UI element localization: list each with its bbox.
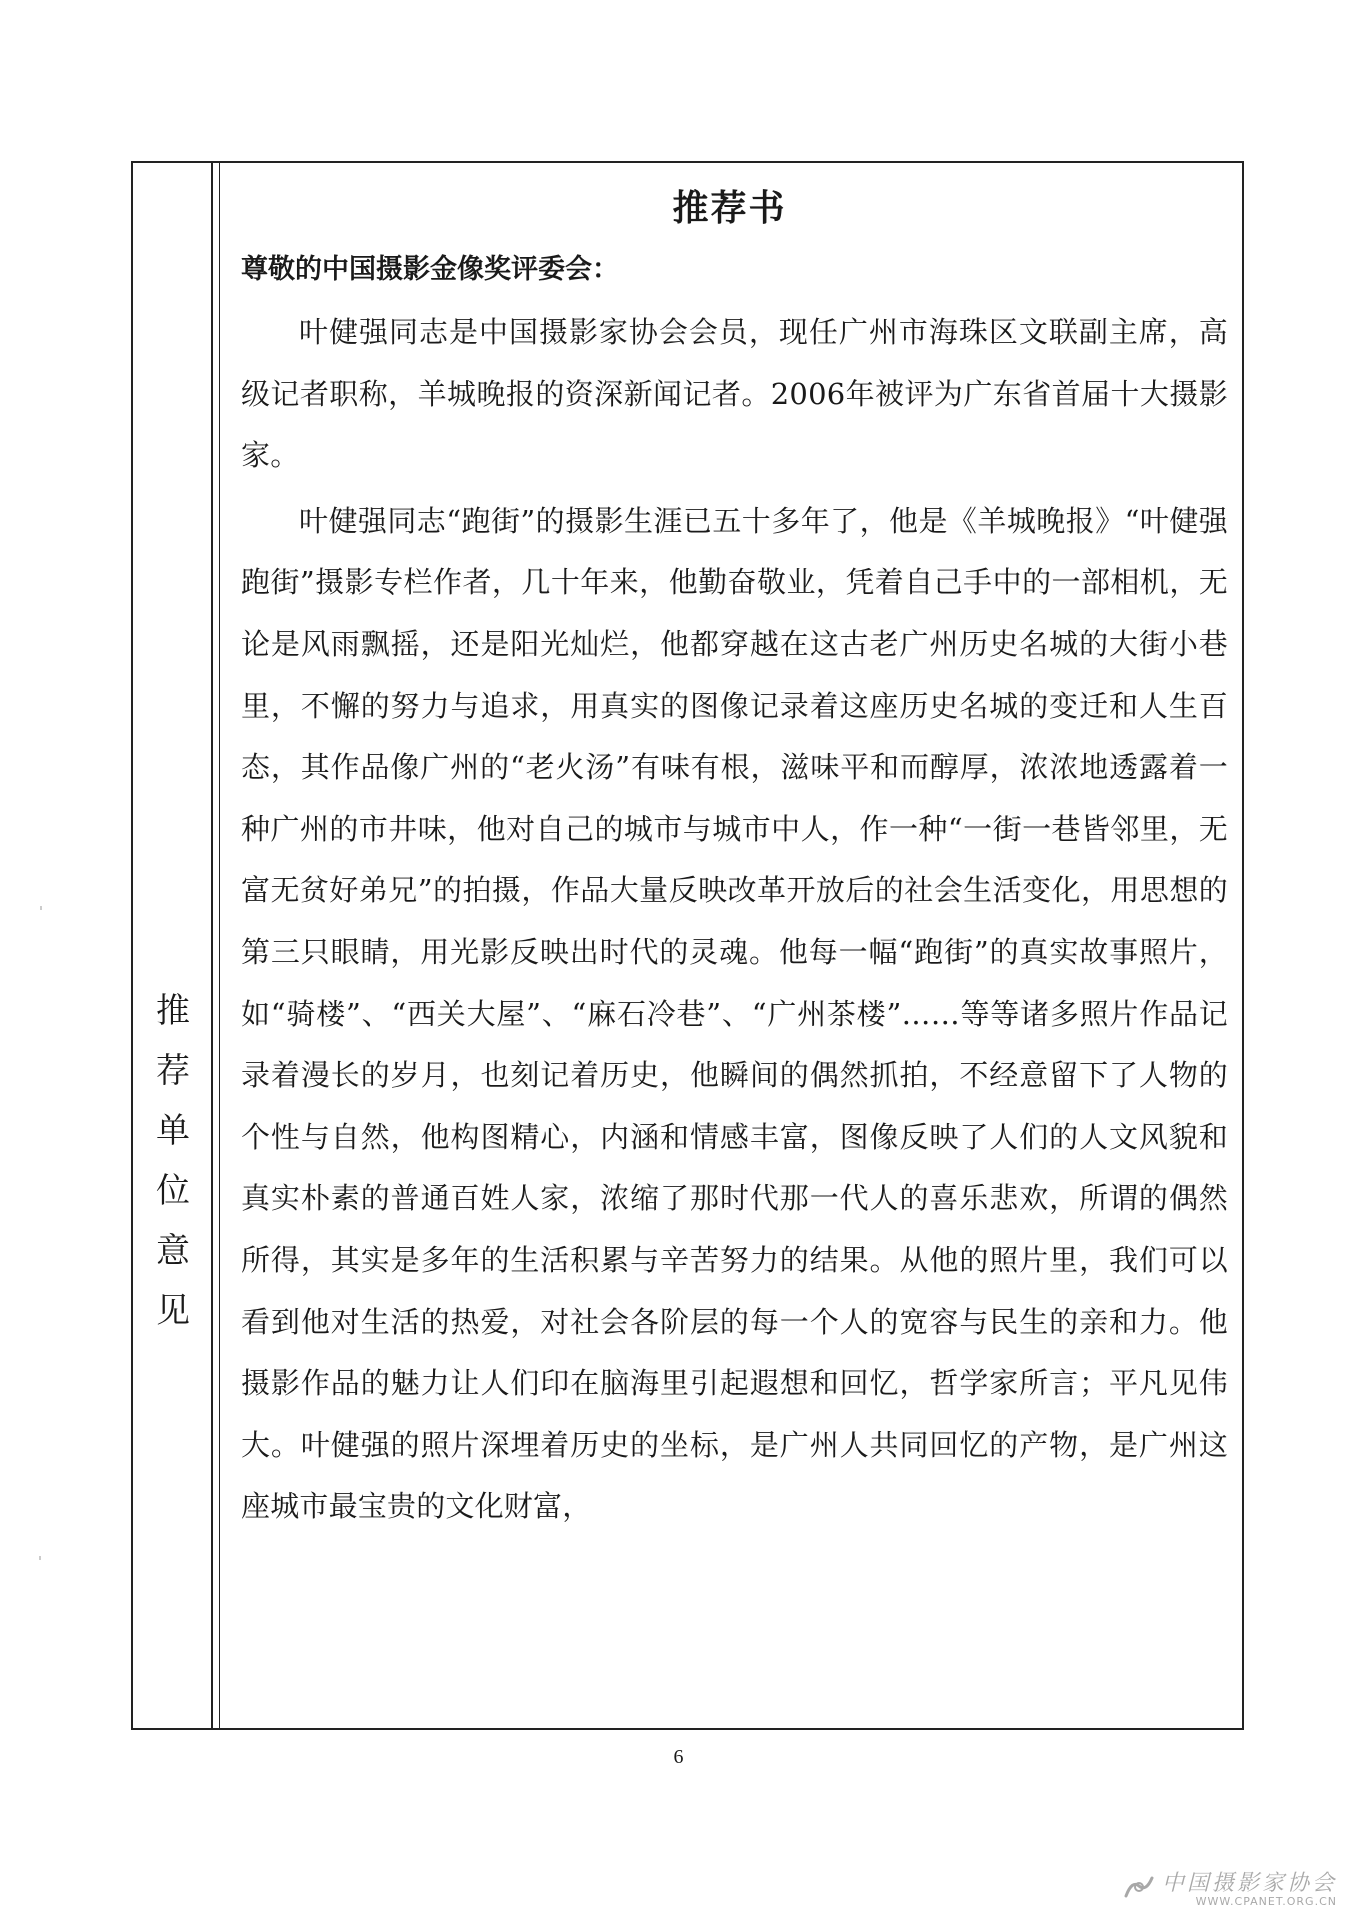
- body-paragraph: 叶健强同志是中国摄影家协会会员，现任广州市海珠区文联副主席，高级记者职称，羊城晚报的资深新闻记者。2006年被评为广东省首届十大摄影家。: [241, 315, 1228, 473]
- content-cell: [231, 163, 1228, 1538]
- watermark-en: WWW.CPANET.ORG.CN: [1195, 1895, 1337, 1908]
- side-label-char: 位: [156, 1171, 190, 1211]
- side-label-char: 见: [156, 1291, 190, 1331]
- label-column: [133, 163, 213, 1728]
- side-label-char: 荐: [156, 1051, 190, 1091]
- page-number: 6: [673, 1746, 684, 1768]
- body-paragraph: 叶健强同志“跑街”的摄影生涯已五十多年了，他是《羊城晚报》“叶健强跑街”摄影专栏作者，几十年来，他勤奋敬业，凭着自己手中的一部相机，无论是风雨飘摇，还是阳光灿烂，他都穿越在这古老广州历史名城的大街小巷里，不懈的努力与追求，用真实的图像记录着这座历史名城的变迁和人生百态，其作品像广州的“老火汤”有味有根，滋味平和而醇厚，浓浓地透露着一种广州的市井味，他对自己的城市与城市中人，作一种“一街一巷皆邻里，无富无贫好弟兄”的拍摄，作品大量反映改革开放后的社会生活变化，用思想的第三只眼睛，用光影反映出时代的灵魂。他每一幅“跑街”的真实故事照片，如“骑楼”、“西关大屋”、“麻石冷巷”、“广州茶楼”……等等诸多照片作品记录着漫长的岁月，也刻记着历史，他瞬间的偶然抓拍，不经意留下了人物的个性与自然，他构图精心，内涵和情感丰富，图像反映了人们的人文风貌和真实朴素的普通百姓人家，浓缩了那时代那一代人的喜乐悲欢，所谓的偶然所得，其实是多年的生活积累与辛苦努力的结果。从他的照片里，我们可以看到他对生活的热爱，对社会各阶层的每一个人的宽容与民生的亲和力。他摄影作品的魅力让人们印在脑海里引起遐想和回忆，哲学家所言；平凡见伟大。叶健强的照片深埋着历史的坐标，是广州人共同回忆的产物，是广州这座城市最宝贵的文化财富，: [241, 503, 1228, 1524]
- side-label-char: 推: [156, 991, 190, 1031]
- salutation: 尊敬的中国摄影金像奖评委会：: [241, 254, 619, 285]
- side-label-char: 单: [156, 1111, 190, 1151]
- scan-specks-decoration: [36, 0, 46, 1920]
- document-title: 推荐书: [672, 187, 787, 229]
- watermark-logo: [1122, 1866, 1337, 1908]
- double-rule-divider: [219, 163, 220, 1728]
- camera-mark-icon: [1122, 1874, 1156, 1900]
- recommendation-table: [131, 161, 1244, 1730]
- watermark-cn: 中国摄影家协会: [1161, 1871, 1337, 1896]
- side-label-char: 意: [156, 1231, 190, 1271]
- side-label-vertical: [133, 981, 213, 1341]
